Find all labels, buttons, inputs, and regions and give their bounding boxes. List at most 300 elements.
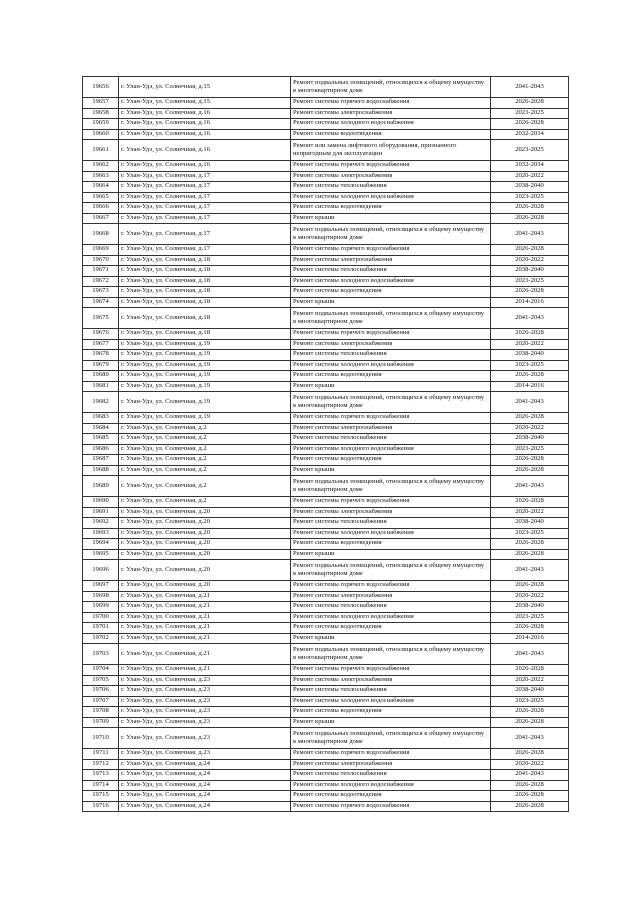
table-row [83, 539, 569, 550]
row-number-cell: 19687 [83, 455, 119, 466]
period-cell: 2020-2022 [491, 339, 569, 350]
table-row [83, 119, 569, 130]
period-cell: 2041-2043 [491, 77, 569, 98]
period-cell: 2026-2028 [491, 801, 569, 812]
row-number-cell: 19675 [83, 308, 119, 329]
period-cell: 2023-2025 [491, 612, 569, 623]
table-row [83, 749, 569, 760]
period-cell: 2026-2028 [491, 371, 569, 382]
address-cell: г. Улан-Удэ, ул. Солнечная, д.17 [119, 224, 291, 245]
row-number-cell: 19697 [83, 581, 119, 592]
work-type-cell: Ремонт системы электроснабжения [291, 108, 491, 119]
row-number-cell: 19714 [83, 780, 119, 791]
period-cell: 2014-2016 [491, 297, 569, 308]
row-number-cell: 19715 [83, 791, 119, 802]
work-type-cell: Ремонт подвальных помещений, относящихся к общему имуществу в многоквартирном доме [291, 224, 491, 245]
row-number-cell: 19708 [83, 707, 119, 718]
address-cell: г. Улан-Удэ, ул. Солнечная, д.24 [119, 801, 291, 812]
work-type-cell: Ремонт системы холодного водоснабжения [291, 696, 491, 707]
address-cell: г. Улан-Удэ, ул. Солнечная, д.19 [119, 360, 291, 371]
table-row [83, 423, 569, 434]
work-type-cell: Ремонт подвальных помещений, относящихся к общему имуществу в многоквартирном доме [291, 644, 491, 665]
work-type-cell: Ремонт системы электроснабжения [291, 171, 491, 182]
row-number-cell: 19664 [83, 182, 119, 193]
table-row [83, 413, 569, 424]
address-cell: г. Улан-Удэ, ул. Солнечная, д.18 [119, 255, 291, 266]
address-cell: г. Улан-Удэ, ул. Солнечная, д.24 [119, 770, 291, 781]
table-row [83, 329, 569, 340]
row-number-cell: 19699 [83, 602, 119, 613]
work-type-cell: Ремонт системы водоотведения [291, 707, 491, 718]
address-cell: г. Улан-Удэ, ул. Солнечная, д.16 [119, 108, 291, 119]
period-cell: 2023-2025 [491, 140, 569, 161]
period-cell: 2038-2040 [491, 266, 569, 277]
work-type-cell: Ремонт системы теплоснабжения [291, 266, 491, 277]
address-cell: г. Улан-Удэ, ул. Солнечная, д.20 [119, 539, 291, 550]
table-row [83, 276, 569, 287]
address-cell: г. Улан-Удэ, ул. Солнечная, д.2 [119, 476, 291, 497]
row-number-cell: 19703 [83, 644, 119, 665]
address-cell: г. Улан-Удэ, ул. Солнечная, д.17 [119, 213, 291, 224]
work-type-cell: Ремонт подвальных помещений, относящихся к общему имуществу в многоквартирном доме [291, 476, 491, 497]
address-cell: г. Улан-Удэ, ул. Солнечная, д.23 [119, 707, 291, 718]
period-cell: 2038-2040 [491, 602, 569, 613]
table-row [83, 171, 569, 182]
address-cell: г. Улан-Удэ, ул. Солнечная, д.23 [119, 728, 291, 749]
row-number-cell: 19685 [83, 434, 119, 445]
table-row [83, 213, 569, 224]
table-row [83, 381, 569, 392]
work-type-cell: Ремонт системы холодного водоснабжения [291, 276, 491, 287]
work-type-cell: Ремонт системы водоотведения [291, 539, 491, 550]
period-cell: 2026-2028 [491, 245, 569, 256]
table-row [83, 675, 569, 686]
address-cell: г. Улан-Удэ, ул. Солнечная, д.17 [119, 171, 291, 182]
table-row [83, 444, 569, 455]
row-number-cell: 19667 [83, 213, 119, 224]
row-number-cell: 19709 [83, 717, 119, 728]
row-number-cell: 19696 [83, 560, 119, 581]
address-cell: г. Улан-Удэ, ул. Солнечная, д.19 [119, 413, 291, 424]
table-row [83, 665, 569, 676]
address-cell: г. Улан-Удэ, ул. Солнечная, д.20 [119, 549, 291, 560]
row-number-cell: 19701 [83, 623, 119, 634]
table-row [83, 791, 569, 802]
address-cell: г. Улан-Удэ, ул. Солнечная, д.17 [119, 245, 291, 256]
row-number-cell: 19712 [83, 759, 119, 770]
work-type-cell: Ремонт подвальных помещений, относящихся к общему имуществу в многоквартирном доме [291, 77, 491, 98]
row-number-cell: 19674 [83, 297, 119, 308]
address-cell: г. Улан-Удэ, ул. Солнечная, д.21 [119, 644, 291, 665]
address-cell: г. Улан-Удэ, ул. Солнечная, д.19 [119, 392, 291, 413]
work-type-cell: Ремонт системы водоотведения [291, 791, 491, 802]
address-cell: г. Улан-Удэ, ул. Солнечная, д.18 [119, 287, 291, 298]
period-cell: 2041-2043 [491, 308, 569, 329]
work-type-cell: Ремонт крыши [291, 633, 491, 644]
address-cell: г. Улан-Удэ, ул. Солнечная, д.18 [119, 329, 291, 340]
address-cell: г. Улан-Удэ, ул. Солнечная, д.2 [119, 497, 291, 508]
address-cell: г. Улан-Удэ, ул. Солнечная, д.19 [119, 381, 291, 392]
work-type-cell: Ремонт крыши [291, 465, 491, 476]
period-cell: 2026-2028 [491, 497, 569, 508]
row-number-cell: 19686 [83, 444, 119, 455]
row-number-cell: 19700 [83, 612, 119, 623]
period-cell: 2020-2022 [491, 675, 569, 686]
period-cell: 2023-2025 [491, 276, 569, 287]
period-cell: 2026-2028 [491, 749, 569, 760]
table-row [83, 108, 569, 119]
period-cell: 2026-2028 [491, 213, 569, 224]
work-type-cell: Ремонт системы теплоснабжения [291, 434, 491, 445]
period-cell: 2023-2025 [491, 360, 569, 371]
row-number-cell: 19660 [83, 129, 119, 140]
address-cell: г. Улан-Удэ, ул. Солнечная, д.24 [119, 780, 291, 791]
row-number-cell: 19678 [83, 350, 119, 361]
row-number-cell: 19706 [83, 686, 119, 697]
row-number-cell: 19677 [83, 339, 119, 350]
address-cell: г. Улан-Удэ, ул. Солнечная, д.16 [119, 140, 291, 161]
address-cell: г. Улан-Удэ, ул. Солнечная, д.24 [119, 791, 291, 802]
period-cell: 2026-2028 [491, 791, 569, 802]
period-cell: 2026-2028 [491, 119, 569, 130]
work-type-cell: Ремонт системы водоотведения [291, 371, 491, 382]
address-cell: г. Улан-Удэ, ул. Солнечная, д.2 [119, 434, 291, 445]
period-cell: 2038-2040 [491, 182, 569, 193]
period-cell: 2038-2040 [491, 434, 569, 445]
period-cell: 2026-2028 [491, 707, 569, 718]
table-row [83, 696, 569, 707]
address-cell: г. Улан-Удэ, ул. Солнечная, д.20 [119, 507, 291, 518]
period-cell: 2026-2028 [491, 581, 569, 592]
address-cell: г. Улан-Удэ, ул. Солнечная, д.24 [119, 759, 291, 770]
row-number-cell: 19689 [83, 476, 119, 497]
table-row [83, 633, 569, 644]
period-cell: 2041-2043 [491, 560, 569, 581]
address-cell: г. Улан-Удэ, ул. Солнечная, д.21 [119, 665, 291, 676]
address-cell: г. Улан-Удэ, ул. Солнечная, д.18 [119, 276, 291, 287]
table-row [83, 759, 569, 770]
row-number-cell: 19662 [83, 161, 119, 172]
address-cell: г. Улан-Удэ, ул. Солнечная, д.16 [119, 119, 291, 130]
table-row [83, 129, 569, 140]
row-number-cell: 19691 [83, 507, 119, 518]
table-row [83, 182, 569, 193]
row-number-cell: 19682 [83, 392, 119, 413]
table-row [83, 591, 569, 602]
period-cell: 2026-2028 [491, 329, 569, 340]
row-number-cell: 19695 [83, 549, 119, 560]
period-cell: 2041-2043 [491, 224, 569, 245]
row-number-cell: 19711 [83, 749, 119, 760]
work-type-cell: Ремонт системы электроснабжения [291, 255, 491, 266]
row-number-cell: 19658 [83, 108, 119, 119]
address-cell: г. Улан-Удэ, ул. Солнечная, д.2 [119, 444, 291, 455]
address-cell: г. Улан-Удэ, ул. Солнечная, д.19 [119, 339, 291, 350]
table-row [83, 560, 569, 581]
address-cell: г. Улан-Удэ, ул. Солнечная, д.18 [119, 266, 291, 277]
table-row [83, 140, 569, 161]
address-cell: г. Улан-Удэ, ул. Солнечная, д.17 [119, 182, 291, 193]
table-row [83, 266, 569, 277]
table-row [83, 612, 569, 623]
table-row [83, 392, 569, 413]
address-cell: г. Улан-Удэ, ул. Солнечная, д.16 [119, 129, 291, 140]
row-number-cell: 19705 [83, 675, 119, 686]
work-type-cell: Ремонт подвальных помещений, относящихся к общему имуществу в многоквартирном доме [291, 392, 491, 413]
row-number-cell: 19693 [83, 528, 119, 539]
table-row [83, 528, 569, 539]
work-type-cell: Ремонт системы теплоснабжения [291, 686, 491, 697]
address-cell: г. Улан-Удэ, ул. Солнечная, д.23 [119, 686, 291, 697]
row-number-cell: 19672 [83, 276, 119, 287]
period-cell: 2014-2016 [491, 381, 569, 392]
work-type-cell: Ремонт системы холодного водоснабжения [291, 612, 491, 623]
table-row [83, 297, 569, 308]
table-row [83, 465, 569, 476]
table-row [83, 518, 569, 529]
row-number-cell: 19704 [83, 665, 119, 676]
work-type-cell: Ремонт системы холодного водоснабжения [291, 192, 491, 203]
row-number-cell: 19702 [83, 633, 119, 644]
work-type-cell: Ремонт системы электроснабжения [291, 759, 491, 770]
period-cell: 2020-2022 [491, 171, 569, 182]
work-type-cell: Ремонт системы горячего водоснабжения [291, 581, 491, 592]
row-number-cell: 19656 [83, 77, 119, 98]
row-number-cell: 19707 [83, 696, 119, 707]
work-type-cell: Ремонт или замена лифтового оборудования, признанного непригодным для эксплуатации [291, 140, 491, 161]
work-type-cell: Ремонт системы холодного водоснабжения [291, 528, 491, 539]
row-number-cell: 19679 [83, 360, 119, 371]
work-type-cell: Ремонт системы электроснабжения [291, 591, 491, 602]
period-cell: 2026-2028 [491, 623, 569, 634]
address-cell: г. Улан-Удэ, ул. Солнечная, д.20 [119, 528, 291, 539]
address-cell: г. Улан-Удэ, ул. Солнечная, д.18 [119, 308, 291, 329]
address-cell: г. Улан-Удэ, ул. Солнечная, д.21 [119, 623, 291, 634]
row-number-cell: 19680 [83, 371, 119, 382]
work-type-cell: Ремонт системы горячего водоснабжения [291, 98, 491, 109]
table-row [83, 476, 569, 497]
address-cell: г. Улан-Удэ, ул. Солнечная, д.20 [119, 560, 291, 581]
row-number-cell: 19668 [83, 224, 119, 245]
work-type-cell: Ремонт системы теплоснабжения [291, 770, 491, 781]
period-cell: 2026-2028 [491, 98, 569, 109]
table-row [83, 644, 569, 665]
address-cell: г. Улан-Удэ, ул. Солнечная, д.23 [119, 696, 291, 707]
period-cell: 2038-2040 [491, 686, 569, 697]
period-cell: 2041-2043 [491, 728, 569, 749]
address-cell: г. Улан-Удэ, ул. Солнечная, д.2 [119, 455, 291, 466]
row-number-cell: 19684 [83, 423, 119, 434]
address-cell: г. Улан-Удэ, ул. Солнечная, д.19 [119, 371, 291, 382]
period-cell: 2026-2028 [491, 413, 569, 424]
work-type-cell: Ремонт системы электроснабжения [291, 675, 491, 686]
period-cell: 2041-2043 [491, 392, 569, 413]
table-row [83, 224, 569, 245]
work-type-cell: Ремонт системы теплоснабжения [291, 602, 491, 613]
table-row [83, 77, 569, 98]
work-type-cell: Ремонт системы теплоснабжения [291, 182, 491, 193]
work-type-cell: Ремонт системы водоотведения [291, 455, 491, 466]
row-number-cell: 19669 [83, 245, 119, 256]
work-type-cell: Ремонт системы водоотведения [291, 287, 491, 298]
period-cell: 2041-2043 [491, 770, 569, 781]
period-cell: 2020-2022 [491, 759, 569, 770]
address-cell: г. Улан-Удэ, ул. Солнечная, д.15 [119, 98, 291, 109]
table-row [83, 686, 569, 697]
table-row [83, 434, 569, 445]
period-cell: 2026-2028 [491, 465, 569, 476]
work-type-cell: Ремонт системы электроснабжения [291, 339, 491, 350]
work-type-cell: Ремонт системы электроснабжения [291, 507, 491, 518]
table-row [83, 161, 569, 172]
work-type-cell: Ремонт подвальных помещений, относящихся к общему имуществу в многоквартирном доме [291, 308, 491, 329]
period-cell: 2026-2028 [491, 287, 569, 298]
period-cell: 2020-2022 [491, 507, 569, 518]
address-cell: г. Улан-Удэ, ул. Солнечная, д.17 [119, 192, 291, 203]
table-row [83, 192, 569, 203]
row-number-cell: 19688 [83, 465, 119, 476]
row-number-cell: 19663 [83, 171, 119, 182]
row-number-cell: 19666 [83, 203, 119, 214]
work-type-cell: Ремонт крыши [291, 297, 491, 308]
period-cell: 2038-2040 [491, 518, 569, 529]
period-cell: 2026-2028 [491, 203, 569, 214]
table-row [83, 780, 569, 791]
work-type-cell: Ремонт системы теплоснабжения [291, 350, 491, 361]
work-type-cell: Ремонт системы горячего водоснабжения [291, 413, 491, 424]
address-cell: г. Улан-Удэ, ул. Солнечная, д.2 [119, 465, 291, 476]
table-row [83, 203, 569, 214]
work-type-cell: Ремонт системы холодного водоснабжения [291, 780, 491, 791]
row-number-cell: 19681 [83, 381, 119, 392]
row-number-cell: 19694 [83, 539, 119, 550]
work-type-cell: Ремонт системы горячего водоснабжения [291, 665, 491, 676]
work-type-cell: Ремонт системы холодного водоснабжения [291, 444, 491, 455]
row-number-cell: 19657 [83, 98, 119, 109]
work-type-cell: Ремонт системы горячего водоснабжения [291, 329, 491, 340]
period-cell: 2026-2028 [491, 717, 569, 728]
address-cell: г. Улан-Удэ, ул. Солнечная, д.17 [119, 203, 291, 214]
table-row [83, 371, 569, 382]
period-cell: 2026-2028 [491, 665, 569, 676]
address-cell: г. Улан-Удэ, ул. Солнечная, д.19 [119, 350, 291, 361]
period-cell: 2020-2022 [491, 591, 569, 602]
table-row [83, 245, 569, 256]
table-row [83, 728, 569, 749]
period-cell: 2020-2022 [491, 423, 569, 434]
address-cell: г. Улан-Удэ, ул. Солнечная, д.16 [119, 161, 291, 172]
work-type-cell: Ремонт системы водоотведения [291, 129, 491, 140]
table-row [83, 360, 569, 371]
work-type-cell: Ремонт системы горячего водоснабжения [291, 245, 491, 256]
period-cell: 2032-2034 [491, 161, 569, 172]
work-type-cell: Ремонт подвальных помещений, относящихся к общему имуществу в многоквартирном доме [291, 728, 491, 749]
work-type-cell: Ремонт крыши [291, 717, 491, 728]
work-type-cell: Ремонт системы горячего водоснабжения [291, 801, 491, 812]
row-number-cell: 19692 [83, 518, 119, 529]
period-cell: 2020-2022 [491, 255, 569, 266]
table-row [83, 581, 569, 592]
table-row [83, 308, 569, 329]
work-type-cell: Ремонт системы холодного водоснабжения [291, 119, 491, 130]
row-number-cell: 19683 [83, 413, 119, 424]
table-row [83, 507, 569, 518]
row-number-cell: 19671 [83, 266, 119, 277]
row-number-cell: 19676 [83, 329, 119, 340]
work-type-cell: Ремонт системы водоотведения [291, 623, 491, 634]
address-cell: г. Улан-Удэ, ул. Солнечная, д.2 [119, 423, 291, 434]
row-number-cell: 19690 [83, 497, 119, 508]
address-cell: г. Улан-Удэ, ул. Солнечная, д.23 [119, 749, 291, 760]
row-number-cell: 19670 [83, 255, 119, 266]
address-cell: г. Улан-Удэ, ул. Солнечная, д.21 [119, 633, 291, 644]
period-cell: 2032-2034 [491, 129, 569, 140]
row-number-cell: 19698 [83, 591, 119, 602]
period-cell: 2026-2028 [491, 780, 569, 791]
period-cell: 2023-2025 [491, 108, 569, 119]
address-cell: г. Улан-Удэ, ул. Солнечная, д.18 [119, 297, 291, 308]
period-cell: 2014-2016 [491, 633, 569, 644]
period-cell: 2038-2040 [491, 350, 569, 361]
work-type-cell: Ремонт подвальных помещений, относящихся к общему имуществу в многоквартирном доме [291, 560, 491, 581]
period-cell: 2026-2028 [491, 539, 569, 550]
period-cell: 2023-2025 [491, 444, 569, 455]
table-row [83, 497, 569, 508]
address-cell: г. Улан-Удэ, ул. Солнечная, д.23 [119, 675, 291, 686]
table-row [83, 623, 569, 634]
table-row [83, 717, 569, 728]
table-row [83, 339, 569, 350]
table-row [83, 602, 569, 613]
work-type-cell: Ремонт системы горячего водоснабжения [291, 749, 491, 760]
row-number-cell: 19665 [83, 192, 119, 203]
row-number-cell: 19661 [83, 140, 119, 161]
work-type-cell: Ремонт системы холодного водоснабжения [291, 360, 491, 371]
work-type-cell: Ремонт системы горячего водоснабжения [291, 497, 491, 508]
row-number-cell: 19659 [83, 119, 119, 130]
row-number-cell: 19710 [83, 728, 119, 749]
period-cell: 2023-2025 [491, 192, 569, 203]
address-cell: г. Улан-Удэ, ул. Солнечная, д.15 [119, 77, 291, 98]
table-row [83, 350, 569, 361]
work-type-cell: Ремонт крыши [291, 549, 491, 560]
table-row [83, 549, 569, 560]
work-type-cell: Ремонт системы водоотведения [291, 203, 491, 214]
table-row [83, 255, 569, 266]
address-cell: г. Улан-Удэ, ул. Солнечная, д.20 [119, 581, 291, 592]
address-cell: г. Улан-Удэ, ул. Солнечная, д.23 [119, 717, 291, 728]
period-cell: 2041-2043 [491, 476, 569, 497]
address-cell: г. Улан-Удэ, ул. Солнечная, д.20 [119, 518, 291, 529]
period-cell: 2041-2043 [491, 644, 569, 665]
work-type-cell: Ремонт крыши [291, 381, 491, 392]
table-row [83, 770, 569, 781]
work-type-cell: Ремонт системы горячего водоснабжения [291, 161, 491, 172]
table-row [83, 98, 569, 109]
work-type-cell: Ремонт системы электроснабжения [291, 423, 491, 434]
table-row [83, 707, 569, 718]
work-type-cell: Ремонт системы теплоснабжения [291, 518, 491, 529]
table-body [83, 77, 569, 812]
row-number-cell: 19713 [83, 770, 119, 781]
period-cell: 2026-2028 [491, 549, 569, 560]
address-cell: г. Улан-Удэ, ул. Солнечная, д.21 [119, 612, 291, 623]
table-row [83, 287, 569, 298]
row-number-cell: 19716 [83, 801, 119, 812]
table-row [83, 801, 569, 812]
address-cell: г. Улан-Удэ, ул. Солнечная, д.21 [119, 602, 291, 613]
row-number-cell: 19673 [83, 287, 119, 298]
